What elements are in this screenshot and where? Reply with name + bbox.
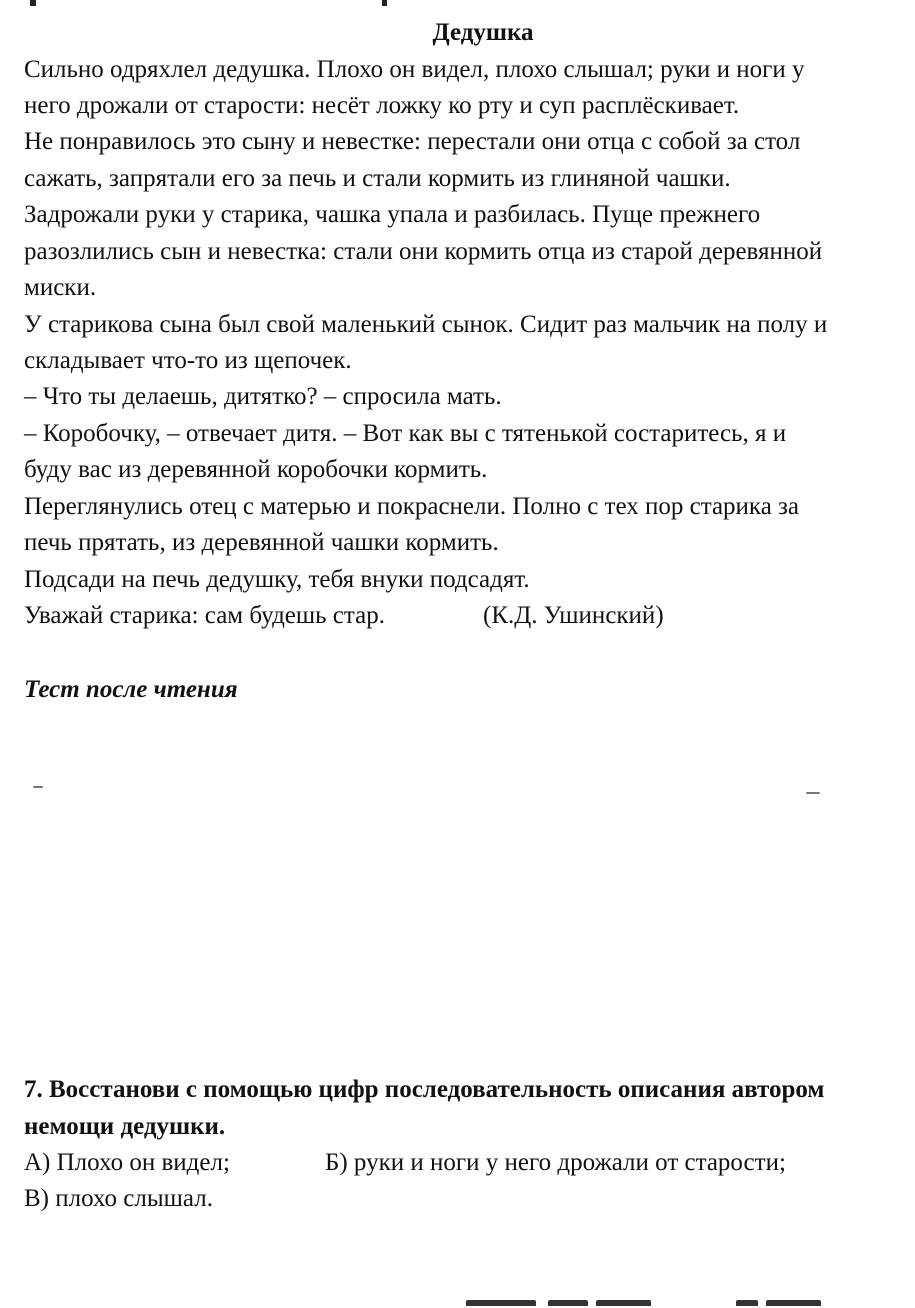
story-line: буду вас из деревянной коробочки кормить. (24, 456, 488, 483)
scan-speck (33, 786, 43, 788)
story-line: разозлились сын и невестка: стали они кормить отца из старой деревянной (24, 238, 823, 265)
question-7-text-line: 7. Восстанови с помощью цифр последовательность описания автором (24, 1076, 825, 1103)
story-author: (К.Д. Ушинский) (483, 602, 664, 629)
story-line: Сильно одряхлел дедушка. Плохо он видел, плохо слышал; руки и ноги у (24, 56, 805, 83)
story-line: миски. (24, 274, 97, 301)
story-line: У старикова сына был свой маленький сынок. Сидит раз мальчик на полу и (24, 311, 828, 338)
story-line: Переглянулись отец с матерью и покраснели. Полно с тех пор старика за (24, 493, 800, 520)
story-line: него дрожали от старости: несёт ложку ко рту и суп расплёскивает. (24, 92, 740, 119)
scan-artifact (382, 0, 387, 6)
story-moral: Уважай старика: сам будешь стар. (24, 602, 385, 629)
story-line: сажать, запрятали его за печь и стали кормить из глиняной чашки. (24, 165, 731, 192)
story-title: Дедушка (432, 19, 534, 46)
story-line: печь прятать, из деревянной чашки кормить. (24, 529, 499, 556)
story-line: – Что ты делаешь, дитятко? – спросила мать. (24, 383, 502, 410)
option-b: Б) руки и ноги у него дрожали от старости; (325, 1149, 786, 1176)
story-line: Задрожали руки у старика, чашка упала и разбилась. Пуще прежнего (24, 201, 761, 228)
question-7-text-line: немощи дедушки. (24, 1113, 226, 1140)
story-line: – Коробочку, – отвечает дитя. – Вот как вы с тятенькой состаритесь, я и (24, 420, 787, 447)
scan-artifact (30, 0, 36, 6)
test-section-title: Тест после чтения (24, 676, 238, 703)
cut-off-text-fragment (466, 1298, 826, 1308)
scan-speck (806, 792, 820, 794)
story-line: Не понравилось это сыну и невестке: перестали они отца с собой за стол (24, 128, 801, 155)
option-a: А) Плохо он видел; (24, 1149, 230, 1176)
option-v: В) плохо слышал. (24, 1185, 213, 1212)
story-line: складывает что-то из щепочек. (24, 347, 352, 374)
story-line: Подсади на печь дедушку, тебя внуки подсадят. (24, 566, 530, 593)
